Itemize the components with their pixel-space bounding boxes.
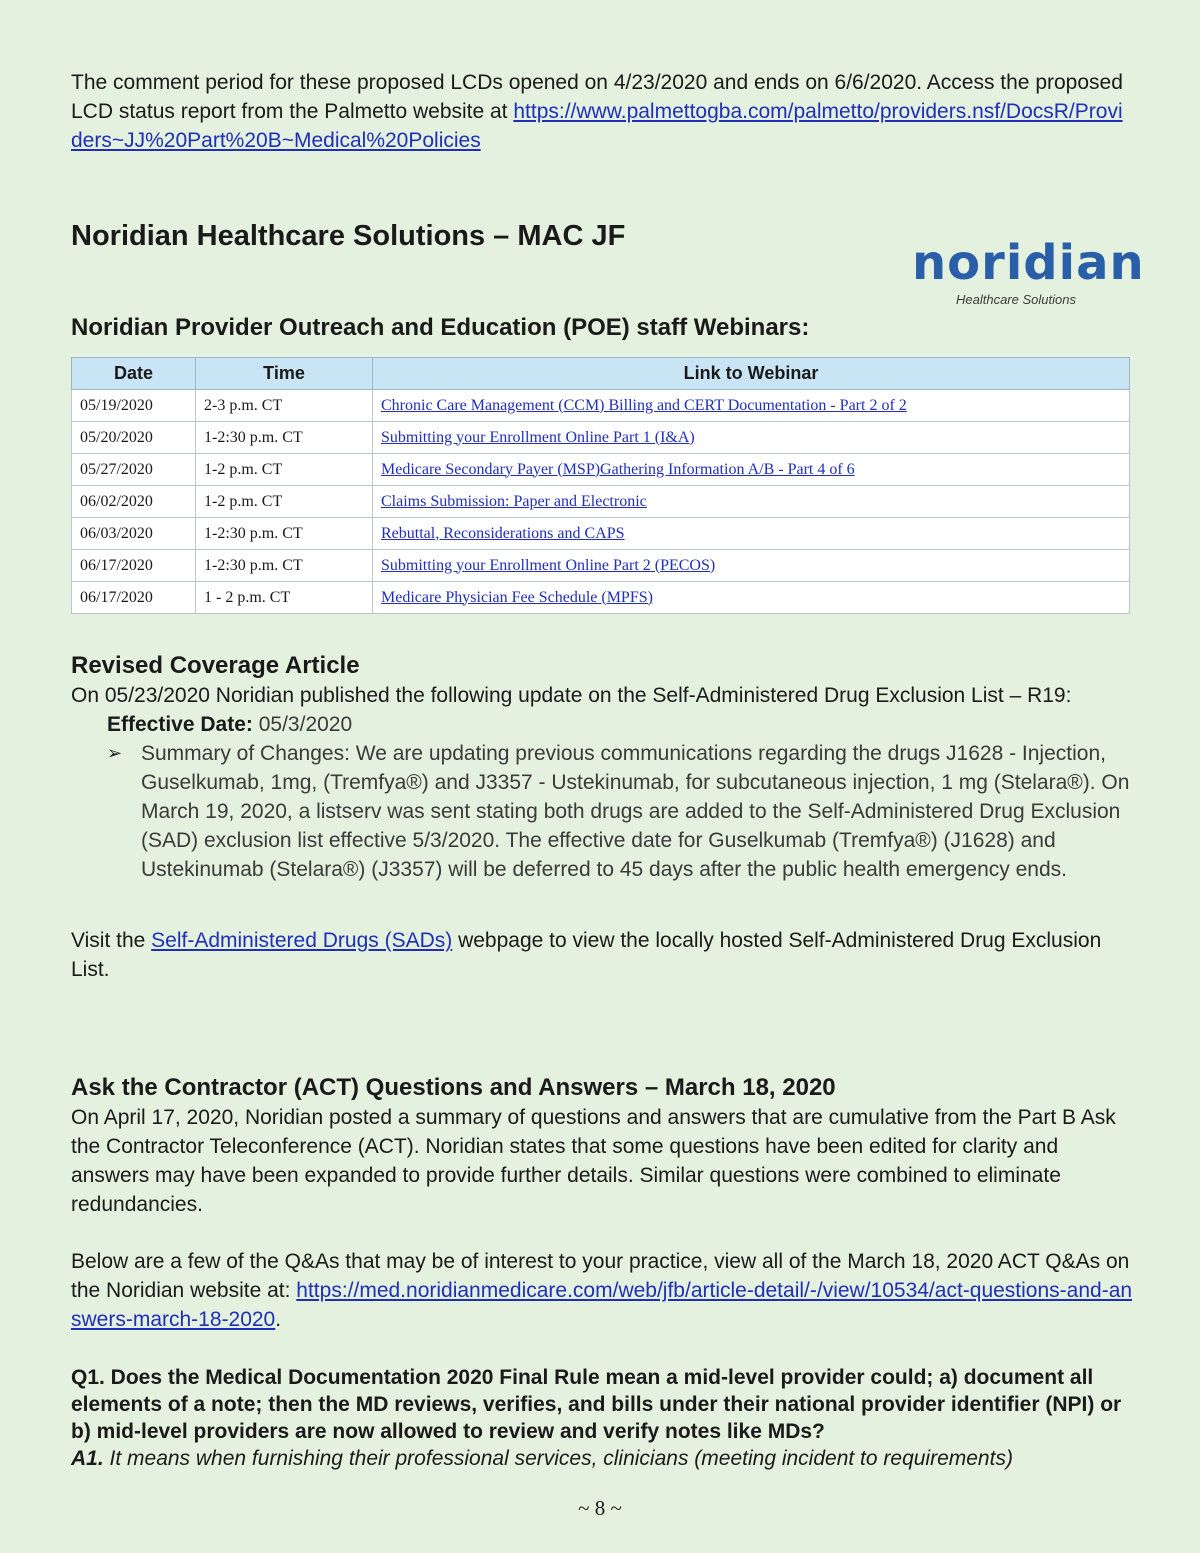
summary-text: Summary of Changes: We are updating previous communications regarding the drugs J1628 - Injection, Guselkumab, 1mg, (Tremfya®) and J3357 - Ustekinumab, for subcutaneous injection, 1 mg (Stelara®). On March 19, 2020, a listserv was sent stating both drugs are added to the Self-Administered Drug Exclusion (SAD) exclusion list effective 5/3/2020. The effective date for Guselkumab (Tremfya®) (J1628) and Ustekinumab (Stelara®) (J3357) will be deferred to 45 days after the public health emergency ends. — [141, 742, 1130, 881]
page-number: ~ 8 ~ — [578, 1496, 622, 1520]
page-heading: Noridian Healthcare Solutions – MAC JF — [71, 220, 626, 252]
intro-paragraph — [71, 68, 1133, 155]
webinar-table — [71, 357, 1130, 614]
effective-date — [107, 710, 1133, 739]
webinar-link[interactable]: Medicare Secondary Payer (MSP)Gathering Information A/B - Part 4 of 6 — [381, 460, 855, 478]
table-row — [72, 390, 1130, 422]
logo-wordmark: noridian — [912, 235, 1145, 291]
cell-time: 1 - 2 p.m. CT — [196, 582, 373, 614]
cell-date: 05/27/2020 — [72, 454, 196, 486]
answer-1 — [71, 1445, 1133, 1473]
act-section — [71, 1073, 1133, 1473]
act-paragraph-1: On April 17, 2020, Noridian posted a summary of questions and answers that are cumulative from the Part B Ask the Contractor Teleconference (ACT). Noridian states that some questions have been edited for clarity and answers may have been expanded to provide further details. Similar questions were combined to eliminate redundancies. — [71, 1106, 1116, 1216]
question-1: Q1. Does the Medical Documentation 2020 Final Rule mean a mid-level provider could; a) document all elements of a note; then the MD reviews, verifies, and bills under their national provider identifier (NPI) or b) mid-level providers are now allowed to review and verify notes like MDs? — [71, 1366, 1122, 1443]
act-p2-post: . — [275, 1308, 282, 1331]
act-qa-link[interactable]: https://med.noridianmedicare.com/web/jfb/article-detail/-/view/10534/act-questions-and-answers-march-18-2020 — [71, 1279, 1133, 1331]
cell-time: 1-2:30 p.m. CT — [196, 518, 373, 550]
cell-time: 2-3 p.m. CT — [196, 390, 373, 422]
intro-text: The comment period for these proposed LCDs opened on 4/23/2020 and ends on 6/6/2020. Access the proposed LCD status report from the Palmetto website at — [71, 71, 1123, 123]
visit-post: webpage to view the locally hosted Self-Administered Drug Exclusion List. — [71, 929, 1102, 981]
visit-pre: Visit the — [71, 929, 152, 952]
cell-date: 06/17/2020 — [72, 582, 196, 614]
revised-text: On 05/23/2020 Noridian published the following update on the Self-Administered Drug Exclusion List – R19: — [71, 684, 1072, 707]
cell-link — [373, 454, 1130, 486]
table-row — [72, 422, 1130, 454]
act-heading: Ask the Contractor (ACT) Questions and Answers – March 18, 2020 — [71, 1074, 836, 1101]
webinar-link[interactable]: Chronic Care Management (CCM) Billing and CERT Documentation - Part 2 of 2 — [381, 396, 907, 414]
cell-time: 1-2:30 p.m. CT — [196, 550, 373, 582]
cell-date: 06/02/2020 — [72, 486, 196, 518]
cell-link — [373, 486, 1130, 518]
summary-bullet — [71, 739, 1133, 884]
col-link: Link to Webinar — [373, 358, 1130, 390]
cell-link — [373, 582, 1130, 614]
cell-time: 1-2 p.m. CT — [196, 454, 373, 486]
act-paragraph-2 — [71, 1247, 1133, 1334]
cell-date: 05/20/2020 — [72, 422, 196, 454]
col-date: Date — [72, 358, 196, 390]
cell-date: 06/17/2020 — [72, 550, 196, 582]
cell-link — [373, 550, 1130, 582]
sads-link[interactable]: Self-Administered Drugs (SADs) — [151, 929, 453, 952]
revised-coverage-section — [71, 651, 1133, 984]
table-header-row — [72, 358, 1130, 390]
revised-heading: Revised Coverage Article — [71, 652, 360, 679]
act-p2-pre: Below are a few of the Q&As that may be of interest to your practice, view all of the March 18, 2020 ACT Q&As on the Noridian website at: — [71, 1250, 1130, 1302]
cell-link — [373, 518, 1130, 550]
visit-paragraph — [71, 926, 1133, 984]
webinars-heading: Noridian Provider Outreach and Education (POE) staff Webinars: — [71, 314, 810, 341]
answer-1-label: A1. — [71, 1447, 104, 1470]
table-row — [72, 454, 1130, 486]
webinar-link[interactable]: Claims Submission: Paper and Electronic — [381, 492, 647, 510]
effective-label: Effective Date: — [107, 713, 253, 736]
noridian-logo — [912, 235, 1145, 314]
table-row — [72, 518, 1130, 550]
effective-value: 05/3/2020 — [258, 713, 353, 736]
cell-time: 1-2:30 p.m. CT — [196, 422, 373, 454]
cell-date: 05/19/2020 — [72, 390, 196, 422]
webinar-link[interactable]: Submitting your Enrollment Online Part 1 (I&A) — [381, 428, 695, 446]
table-row — [72, 582, 1130, 614]
table-row — [72, 550, 1130, 582]
arrow-bullet-icon: ➢ — [107, 743, 123, 763]
cell-time: 1-2 p.m. CT — [196, 486, 373, 518]
webinar-link[interactable]: Rebuttal, Reconsiderations and CAPS — [381, 524, 625, 542]
cell-date: 06/03/2020 — [72, 518, 196, 550]
cell-link — [373, 422, 1130, 454]
col-time: Time — [196, 358, 373, 390]
cell-link — [373, 390, 1130, 422]
webinar-link[interactable]: Medicare Physician Fee Schedule (MPFS) — [381, 588, 653, 606]
answer-1-text: It means when furnishing their professional services, clinicians (meeting incident to requirements) — [103, 1447, 1013, 1470]
webinar-link[interactable]: Submitting your Enrollment Online Part 2 (PECOS) — [381, 556, 716, 574]
intro-block — [71, 68, 1133, 155]
table-row — [72, 486, 1130, 518]
palmetto-link[interactable]: https://www.palmettogba.com/palmetto/providers.nsf/DocsR/Providers~JJ%20Part%20B~Medical%20Policies — [71, 100, 1123, 152]
logo-subtitle: Healthcare Solutions — [956, 292, 1076, 307]
